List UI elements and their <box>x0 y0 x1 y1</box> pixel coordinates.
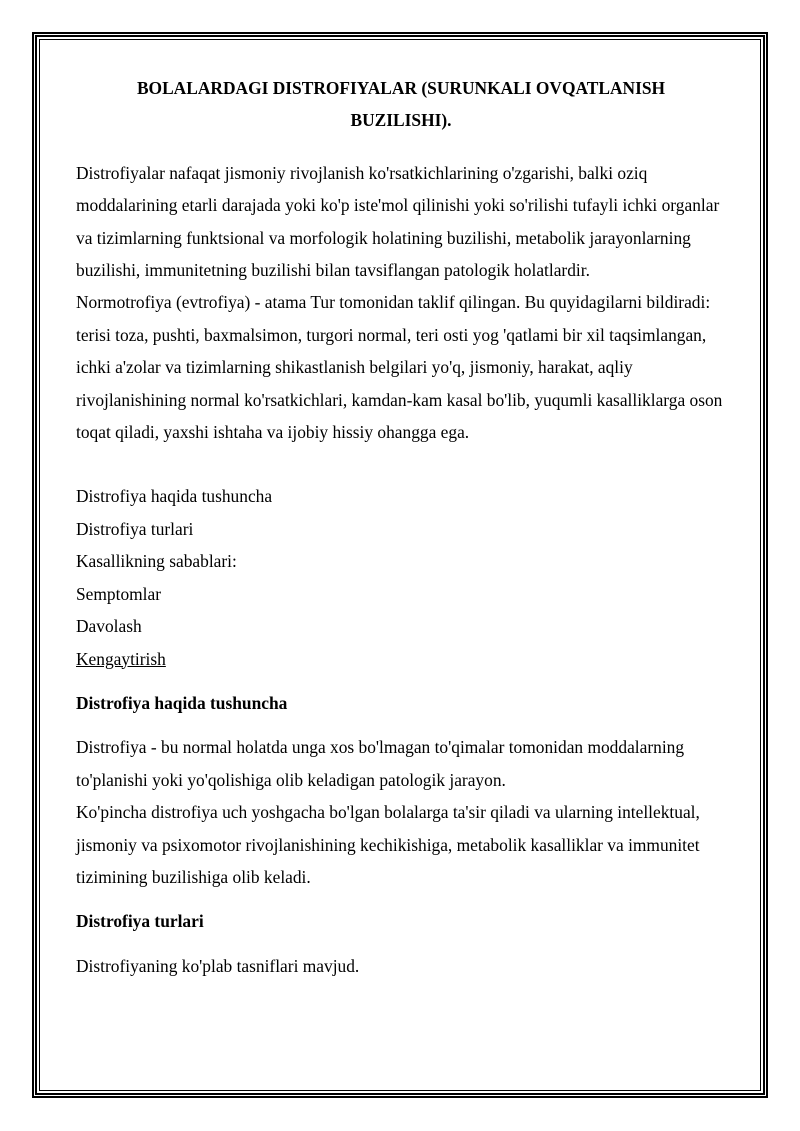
toc-item-types: Distrofiya turlari <box>76 518 194 539</box>
toc-item-expand <box>76 643 726 675</box>
section-concept-paragraph-1: Distrofiya - bu normal holatda unga xos bo'lmagan to'qimalar tomonidan moddalarning to'planishi yoki yo'qolishiga olib keladigan patologik jarayon. <box>76 737 685 790</box>
toc-item-causes: Kasallikning sabablari: <box>76 551 237 572</box>
expand-link[interactable]: Kengaytirish <box>76 648 166 669</box>
spacer <box>76 675 726 687</box>
intro-paragraph-2: Normotrofiya (evtrofiya) - atama Tur tomonidan taklif qilingan. Bu quyidagilarni bildiradi: terisi toza, pushti, baxmalsimon, turgori normal, teri osti yog 'qatlami bir xil taqsimlangan, ichki a'zolar va tizimlarning shikastlanish belgilari yo'q, jismoniy, harakat, aqliy rivojlanishining normal ko'rsatkichlari, kamdan-kam kasal bo'lib, yuqumli kasalliklarga oson toqat qiladi, yaxshi ishtaha va ijobiy hissiy ohangga ega. <box>76 292 723 443</box>
document-title-line-2: BUZILISHI). <box>350 110 452 131</box>
spacer <box>76 137 726 157</box>
section-heading-types: Distrofiya turlari <box>76 911 204 932</box>
section-types-paragraph-1: Distrofiyaning ko'plab tasniflari mavjud. <box>76 955 360 976</box>
document-title-line-1: BOLALARDAGI DISTROFIYALAR (SURUNKALI OVQATLANISH <box>136 78 666 98</box>
toc-item-symptoms: Semptomlar <box>76 583 162 604</box>
table-of-contents <box>76 480 726 674</box>
intro-paragraph-1: Distrofiyalar nafaqat jismoniy rivojlanish ko'rsatkichlarining o'zgarishi, balki oziq moddalarining etarli darajada yoki ko'p iste'mol qilinishi yoki so'rilishi tufayli ichki organlar va tizimlarning funktsional va morfologik holatining buzilishi, metabolik jarayonlarning buzilishi, immunitetning buzilishi bilan tavsiflangan patologik holatlardir. <box>76 162 720 281</box>
section-concept-paragraph-2: Ko'pincha distrofiya uch yoshgacha bo'lgan bolalarga ta'sir qiladi va ularning intellektual, jismoniy va psixomotor rivojlanishining kechikishiga, metabolik kasalliklar va immunitet tizimining buzilishiga olib keladi. <box>76 802 700 887</box>
spacer <box>76 893 726 905</box>
document-body <box>76 72 726 982</box>
spacer <box>76 448 726 480</box>
toc-item-concept: Distrofiya haqida tushuncha <box>76 486 273 507</box>
spacer <box>76 719 726 731</box>
toc-item-treatment: Davolash <box>76 616 142 637</box>
spacer <box>76 938 726 950</box>
section-heading-concept: Distrofiya haqida tushuncha <box>76 692 288 713</box>
